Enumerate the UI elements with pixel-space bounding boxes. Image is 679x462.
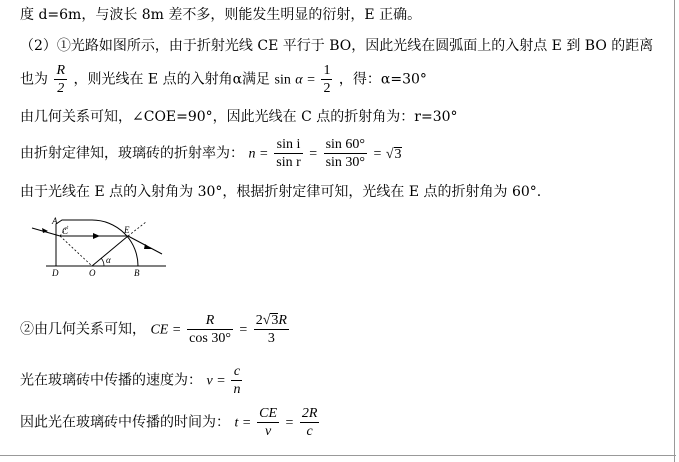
equals-sign: = [172,322,181,338]
text-time: 因此光在玻璃砖中传播的时间为： [20,414,230,431]
numerator: 2√3R [255,313,287,328]
numerator: 2R [301,406,318,421]
radicand: 3 [271,313,279,328]
dashed-c-o [60,236,92,266]
n-symbol: n [248,146,256,162]
numerator: sin i [274,136,303,154]
numerator: 1 [323,63,331,78]
text-speed: 光在玻璃砖中传播的速度为： [20,372,202,389]
equals-sign: = [242,415,251,431]
text-line-1: 度 d=6m，与波长 8m 差不多，则能发生明显的衍射，E 正确。 [20,7,422,23]
equals-sign: = [373,146,382,162]
text-line-8 [20,363,244,398]
text-geometry: ②由几何关系可知， [20,321,146,338]
denominator: 2 [57,81,65,96]
fraction-sin60-sin30 [324,136,367,171]
label-alpha: α [106,255,111,265]
text-line-6: 由于光线在 E 点的入射角为 30°，根据折射定律可知，光线在 E 点的折射角为 60°. [20,184,542,200]
denominator: n [233,382,241,397]
equals-sign: = [239,322,248,338]
label-c: C [62,226,69,236]
fraction-c-over-n [231,363,242,398]
numerator: sin 60° [325,137,366,152]
text-condition: ，则光线在 E 点的入射角α满足 [73,71,271,88]
text-also: 也为 [20,71,48,88]
equals-sign: = [259,146,268,162]
numerator: c [231,363,242,381]
fraction-ce-over-v [257,405,279,440]
label-a: A [52,216,58,226]
text-line-9 [20,405,321,440]
angle-arc [101,258,104,266]
sin-label: sin [274,72,291,88]
equals-sign: = [217,373,226,389]
denominator: cos 30° [189,331,231,346]
fraction-r-over-2 [54,62,67,97]
v-symbol: v [206,373,213,389]
text-line-2: （2）①光路如图所示，由于折射光线 CE 平行于 BO，因此光线在圆弧面上的入射点 E 到 BO 的距离 [20,38,654,54]
r-symbol: R [278,313,287,328]
right-border [674,0,675,462]
normal-line [128,222,146,236]
label-d: D [52,268,59,278]
equals-sign: = [285,415,294,431]
fraction-r-over-cos30 [187,312,233,347]
denominator: c [306,424,313,439]
text-result: ，得：α=30° [338,71,427,88]
radicand: 3 [394,146,402,162]
text-refraction-law: 由折射定律知，玻璃砖的折射率为： [20,145,244,162]
text-line-5 [20,136,402,171]
denominator: 2 [323,81,331,96]
denominator: sin r [276,155,301,170]
fraction-2sqrt3r-over-3 [254,312,289,347]
t-symbol: t [234,415,239,431]
arrow-head-3 [144,244,152,249]
denominator: v [264,424,272,439]
label-b: B [134,268,140,278]
arrow-head-2 [93,233,100,239]
numerator: CE [259,406,278,421]
fraction-2r-over-c [300,405,320,440]
numerator: R [187,312,233,330]
equals-sign: = [307,72,316,88]
ce-symbol: CE [150,322,169,338]
sqrt-three: √3 [385,146,402,162]
text-line-4: 由几何关系可知，∠COE=90°，因此光线在 C 点的折射角为：r=30° [20,109,458,125]
label-o: O [89,268,96,278]
equals-sign: = [309,146,318,162]
label-e: E [124,225,130,235]
bottom-border [0,455,676,456]
text-line-3 [20,62,427,97]
fraction-sini-sinr [274,136,303,171]
fraction-one-half [321,62,332,97]
denominator: sin 30° [325,155,366,170]
alpha-symbol: α [295,72,303,88]
denominator: 3 [267,331,275,346]
optical-path-diagram [28,214,170,280]
text-line-7 [20,312,291,347]
numerator: R [56,63,66,78]
coefficient: 2 [255,313,263,328]
